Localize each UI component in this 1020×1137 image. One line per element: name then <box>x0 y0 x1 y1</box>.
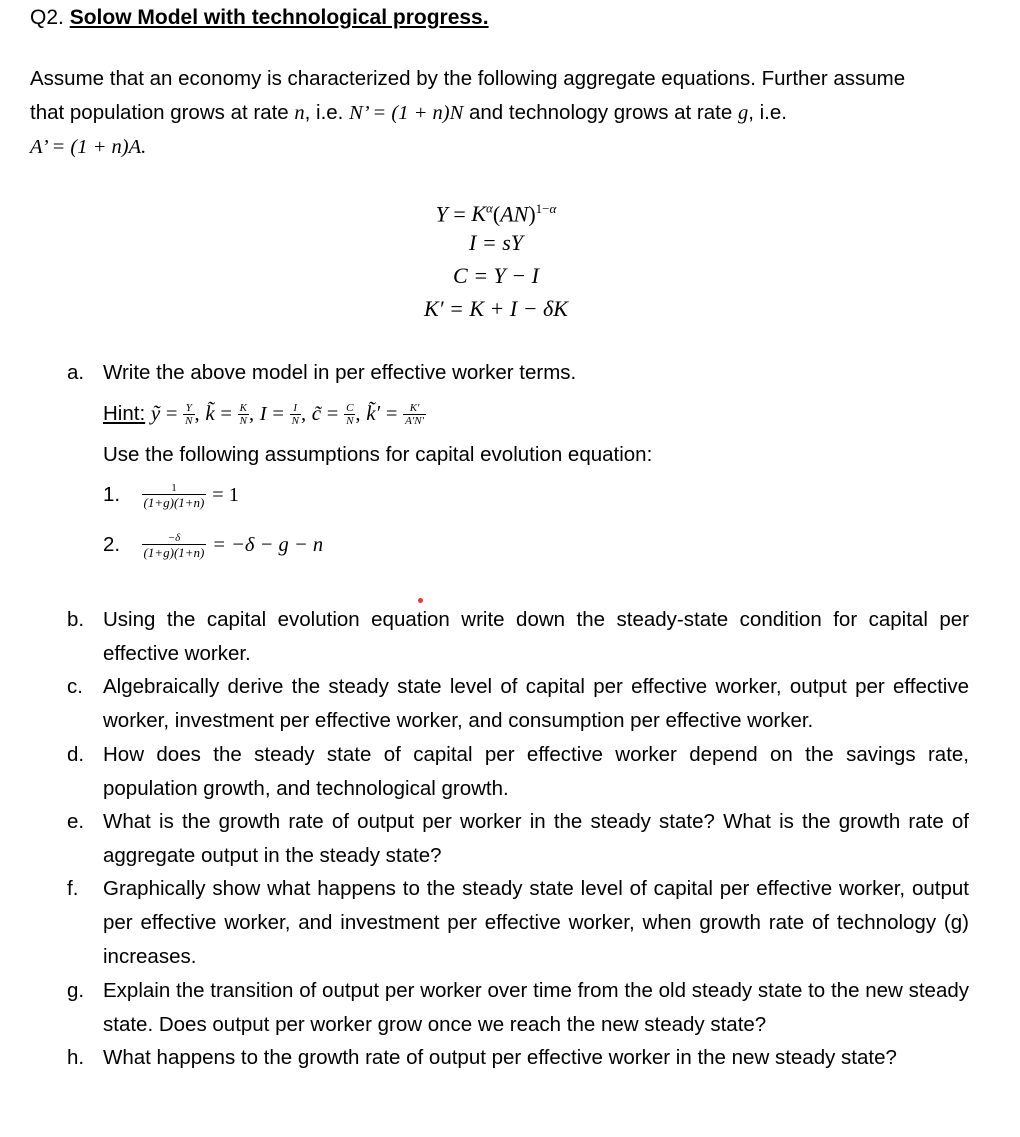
assumption-1: 1. $\frac{1}{(1+g)(1+n)}$ = 1 <box>103 481 240 510</box>
equation-capital: K′ = K + I − δK <box>424 296 568 321</box>
assumption-2: 2. $\frac{-\delta}{(1+g)(1+n)}$ = −δ − g − n <box>103 531 324 560</box>
question-g-text: Explain the transition of output per worker over time from the old steady state to the new steady state. Does output per worker grow once we reach the new steady state? <box>103 979 969 1036</box>
equation-consumption: C = Y − I <box>453 263 539 288</box>
part-a-text: Write the above model in per effective worker terms. <box>103 361 577 384</box>
question-b-letter: b. <box>67 608 85 631</box>
hint-line: Hint: ỹ = $\frac{Y}{N}$ , k̃ = $\frac{K}{N}$ , I = $\frac{I}{N}$ , c̃ = $\frac{C}{N}$ , k̃′ = $\frac{K'}{A'N'}$ <box>103 401 424 427</box>
question-e-text: What is the growth rate of output per worker in the steady state? What is the growth rate of aggregate output in the steady state? <box>103 810 969 867</box>
question-f-text: Graphically show what happens to the steady state level of capital per effective worker, output per effective worker, and investment per effective worker, when growth rate of technology (g) increases. <box>103 877 969 968</box>
part-a-letter: a. <box>67 361 85 384</box>
intro-line-2: that population grows at rate n, i.e. N’ = (1 + n)N and technology grows at rate g, i.e. <box>30 101 787 124</box>
question-c-text: Algebraically derive the steady state level of capital per effective worker, output per effective worker, investment per effective worker, and consumption per effective worker. <box>103 675 969 732</box>
question-heading: Solow Model with technological progress. <box>69 6 489 29</box>
intro-line-1: Assume that an economy is characterized by the following aggregate equations. Further assume <box>30 67 906 90</box>
question-e-letter: e. <box>67 810 85 833</box>
question-number: Q2. <box>30 6 64 29</box>
question-d-letter: d. <box>67 743 85 766</box>
question-title <box>30 6 489 30</box>
question-g-letter: g. <box>67 979 85 1002</box>
question-h-letter: h. <box>67 1046 85 1069</box>
intro-line-3: A’ = (1 + n)A. <box>30 136 147 158</box>
question-f-letter: f. <box>67 877 79 900</box>
question-h-text: What happens to the growth rate of output per effective worker in the new steady state? <box>103 1046 897 1069</box>
equation-output: $Y = K^\alpha(AN)^{1-\alpha}$ <box>435 201 557 227</box>
assumptions-intro: Use the following assumptions for capital evolution equation: <box>103 443 653 466</box>
question-c-letter: c. <box>67 675 83 698</box>
hint-label: Hint: <box>103 402 146 425</box>
question-d-text: How does the steady state of capital per effective worker depend on the savings rate, population growth, and technological growth. <box>103 743 969 800</box>
question-b-text: Using the capital evolution equation write down the steady-state condition for capital per effective worker. <box>103 608 969 665</box>
equation-investment: I = sY <box>469 230 523 255</box>
